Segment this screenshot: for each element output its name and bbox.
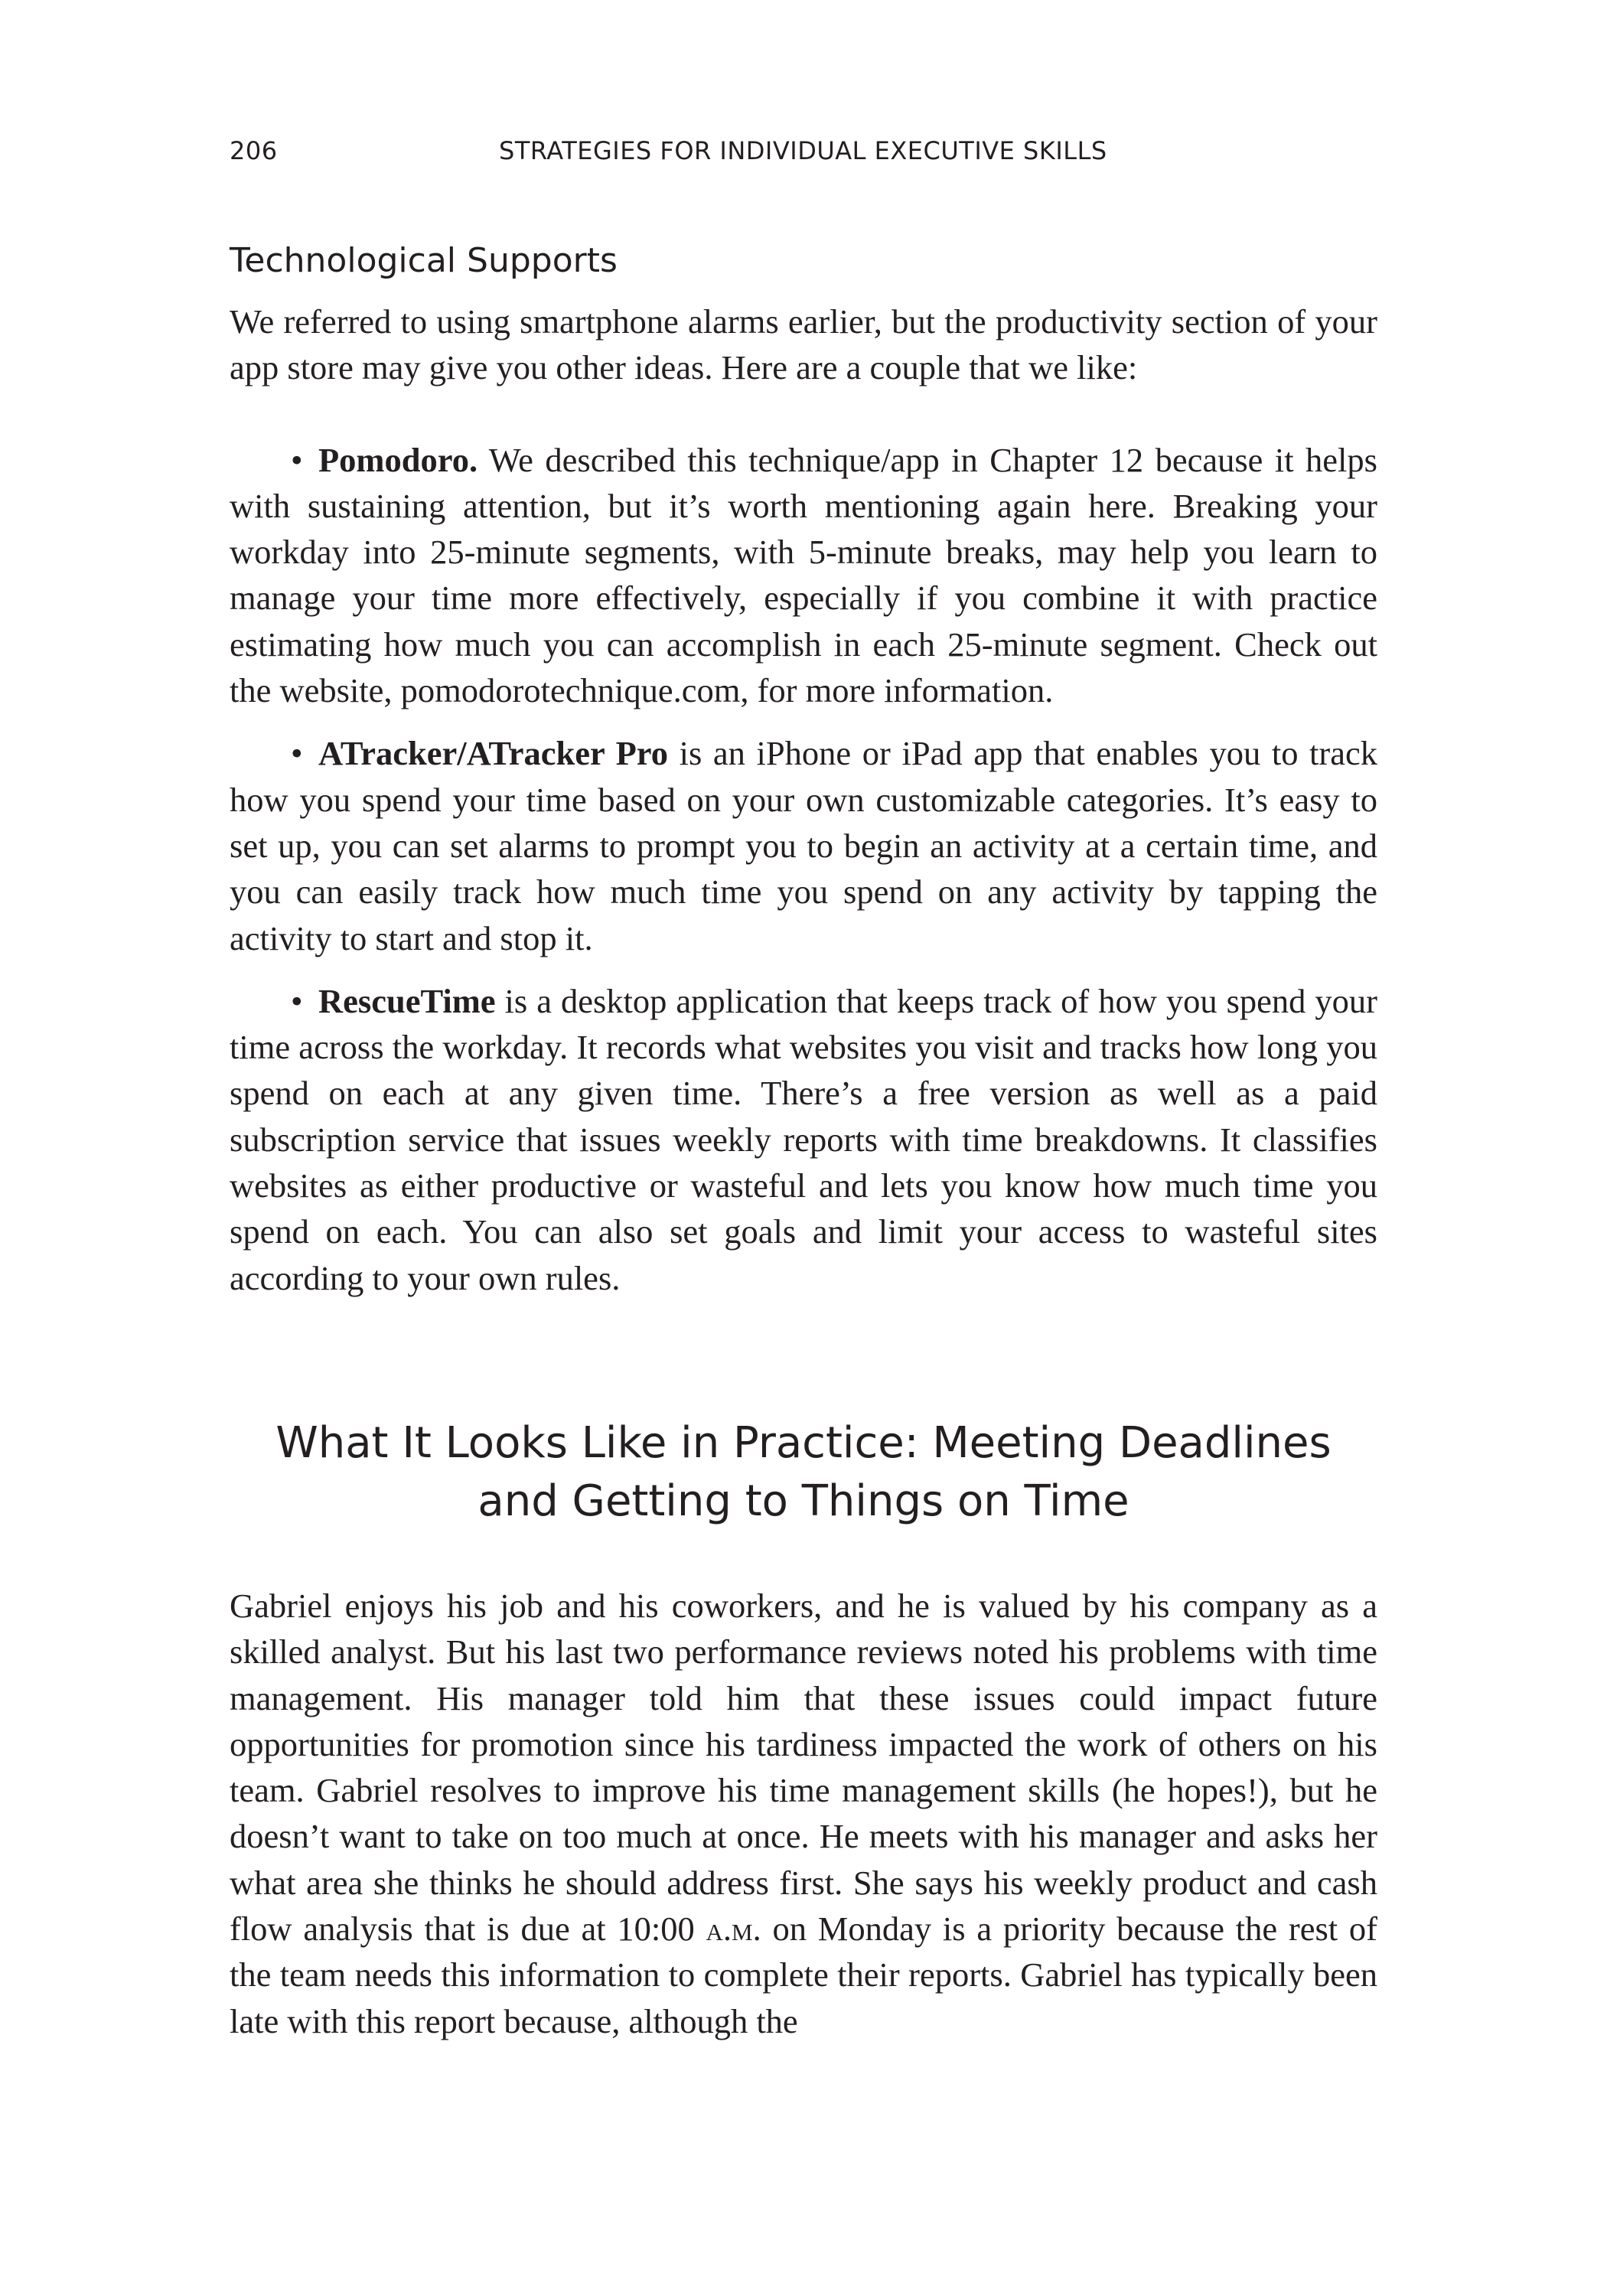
bullet-text: We described this technique/app in Chapter 12 because it helps with sustaining attention, but it’s worth mentioning again here. Breaking your workday into 25-minute segments, with 5-minute breaks, may help you learn to manage your time more effectively, especially if you combine it with practice estimating how much you can accomplish in each 25-minute segment. Check out the website, pomodorotechnique.com, for more information. [230,440,1377,710]
bullet-text: is a desktop application that keeps track of how you spend your time across the workday. It records what websites you visit and tracks how long you spend on each at any given time. There’s a free version as well as a paid subscription service that issues weekly reports with time breakdowns. It classifies websites as either productive or wasteful and lets you know how much time you spend on each. You can also set goals and limit your access to wasteful sites according to your own rules. [230,981,1377,1297]
bullet-icon: • [291,440,303,479]
practice-text-part-1: Gabriel enjoys his job and his coworkers, and he is valued by his company as a skilled analyst. But his last two performance reviews noted his problems with time management. His manager told him that these issues could impact future opportunities for promotion since his tardiness impacted the work of others on his team. Gabriel resolves to improve his time management skills (he hopes!), but he doesn’t want to take on too much at once. He meets with his manager and asks her what area she thinks he should address first. She says his weekly product and cash flow analysis that is due at 10:00 [230,1586,1377,1949]
bullet-text: is an iPhone or iPad app that enables you to track how you spend your time based on your own customizable categories. It’s easy to set up, you can set alarms to prompt you to begin an activity at a certain time, and you can easily track how much time you spend on any activity by tapping the activity to start and stop it. [230,734,1377,957]
practice-text-part-2: on Monday is a priority because the rest of the team needs this information to complete their reports. Gabriel has typically been late with this report because, although the [230,1910,1377,2040]
running-head [230,136,1377,174]
section-heading: Technological Supports [230,241,618,280]
page-content [230,237,1377,2044]
intro-paragraph: We referred to using smartphone alarms earlier, but the productivity section of your app store may give you other ideas. Here are a couple that we like: [230,302,1377,387]
practice-heading-line-1: What It Looks Like in Practice: Meeting Deadlines [275,1417,1332,1468]
bullet-item-atracker [230,730,1377,960]
bullet-icon: • [291,981,303,1020]
bullet-item-rescuetime [230,978,1377,1301]
time-suffix: a.m. [706,1910,761,1949]
running-head-title: STRATEGIES FOR INDIVIDUAL EXECUTIVE SKILLS [499,136,1107,165]
practice-heading-line-2: and Getting to Things on Time [478,1476,1129,1526]
practice-heading [230,1414,1377,1531]
bullet-term: ATracker/ATracker Pro [318,734,668,773]
bullet-icon: • [291,734,303,773]
practice-paragraph [230,1583,1377,2044]
bullet-term: RescueTime [318,981,496,1020]
bullet-term: Pomodoro. [318,440,478,479]
bullet-item-pomodoro [230,437,1377,714]
page-number: 206 [230,136,278,165]
